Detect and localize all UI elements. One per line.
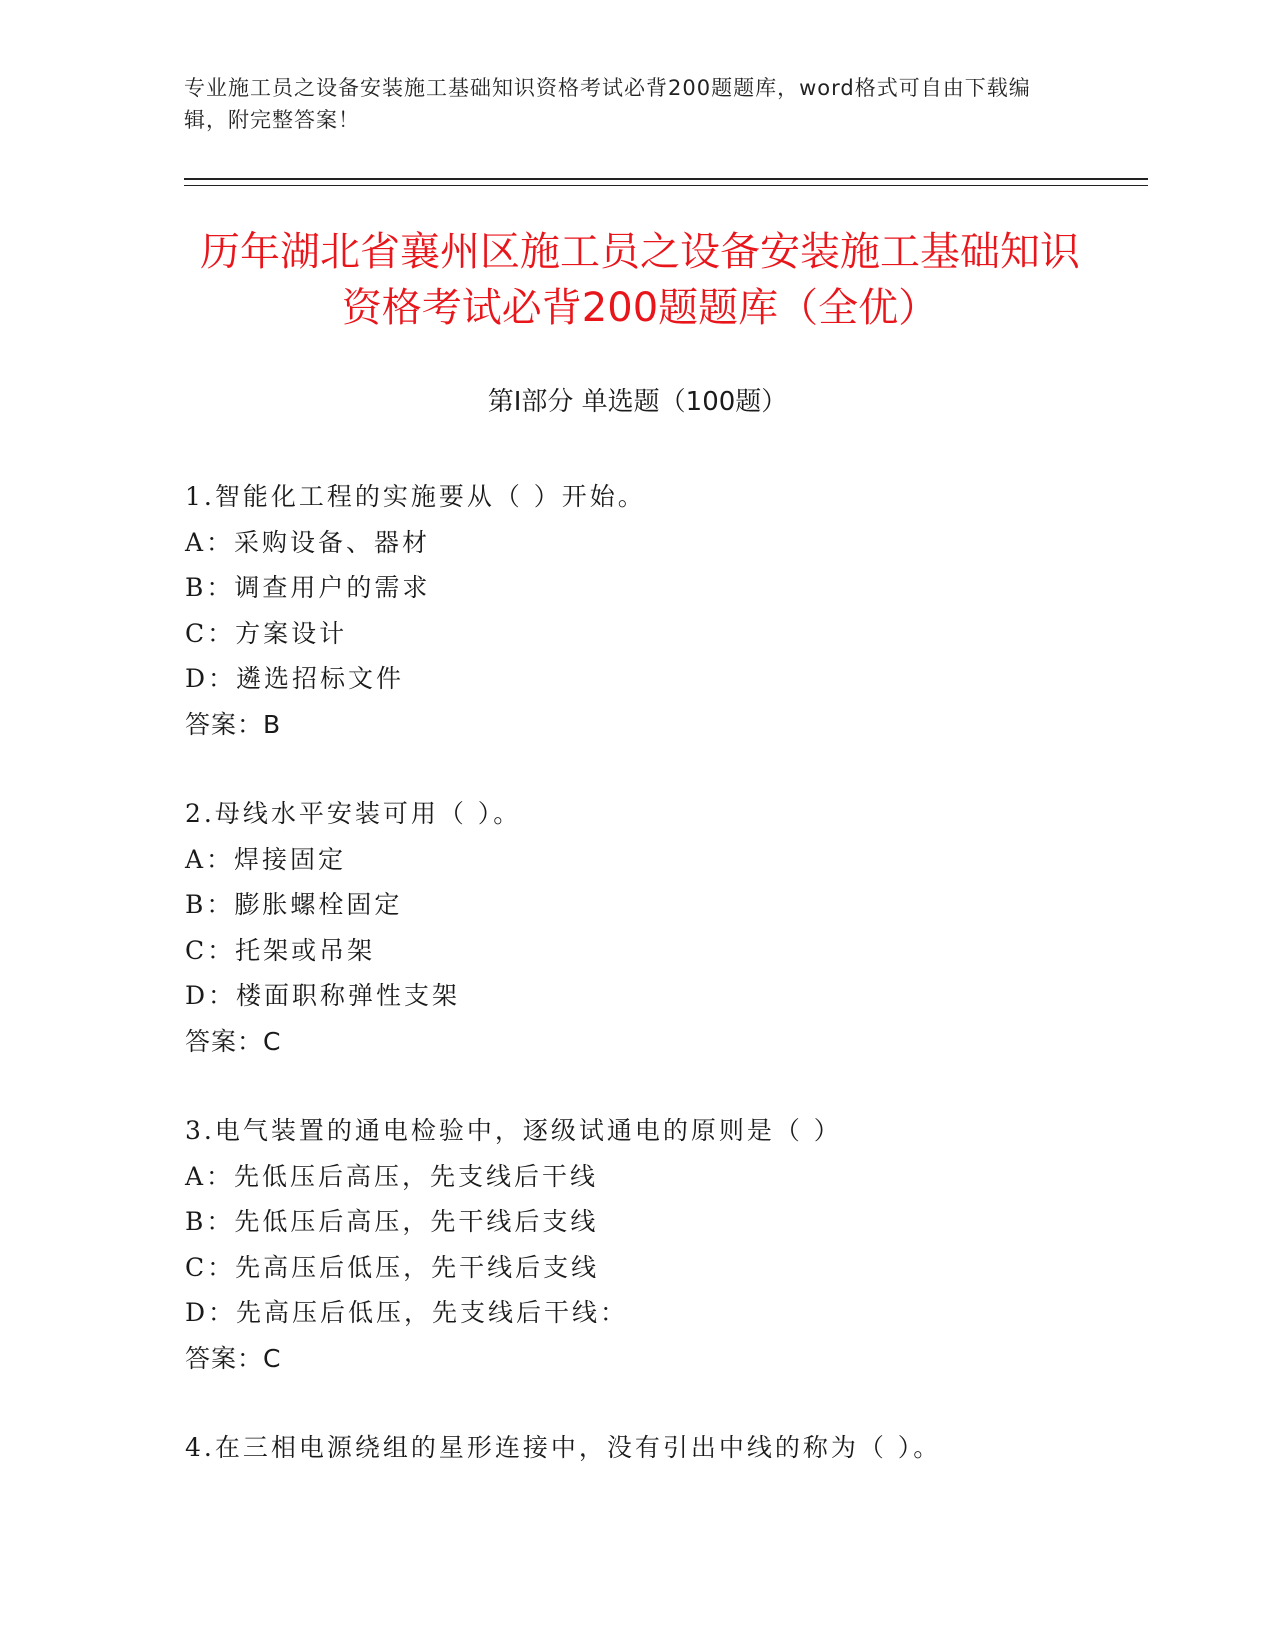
option-a: A：采购设备、器材 [185, 527, 431, 557]
option-b: B：先低压后高压，先干线后支线 [185, 1207, 599, 1236]
document-title: 历年湖北省襄州区施工员之设备安装施工基础知识资格考试必背200题题库（全优） [200, 229, 1080, 331]
answer: 答案：C [185, 1026, 282, 1056]
question-4 [185, 1425, 1145, 1471]
question-stem: 2.母线水平安装可用（ ）。 [185, 799, 522, 828]
option-b: B：调查用户的需求 [185, 573, 431, 602]
header-divider-thin [184, 185, 1148, 186]
question-1 [185, 474, 1145, 747]
option-a: A：先低压后高压，先支线后干线 [185, 1161, 599, 1191]
question-3 [185, 1108, 1145, 1381]
option-d: D：先高压后低压，先支线后干线： [185, 1298, 629, 1327]
answer: 答案：B [185, 709, 282, 739]
question-stem: 4.在三相电源绕组的星形连接中，没有引出中线的称为（ ）。 [185, 1433, 942, 1462]
option-c: C：托架或吊架 [185, 935, 376, 965]
question-2 [185, 791, 1145, 1064]
header-note: 专业施工员之设备安装施工基础知识资格考试必背200题题库，word格式可自由下载编辑，附完整答案！ [184, 76, 1031, 132]
option-b: B：膨胀螺栓固定 [185, 890, 403, 919]
question-list [185, 474, 1145, 1515]
option-c: C：先高压后低压，先干线后支线 [185, 1252, 600, 1282]
option-c: C：方案设计 [185, 618, 348, 648]
header-divider-thick [184, 178, 1148, 180]
question-stem: 1.智能化工程的实施要从（ ）开始。 [185, 482, 646, 511]
answer: 答案：C [185, 1343, 282, 1373]
option-a: A：焊接固定 [185, 844, 347, 874]
option-d: D：遴选招标文件 [185, 664, 405, 693]
question-stem: 3.电气装置的通电检验中，逐级试通电的原则是（ ） [185, 1116, 842, 1145]
option-d: D：楼面职称弹性支架 [185, 981, 461, 1010]
section-heading: 第I部分 单选题（100题） [487, 387, 788, 417]
